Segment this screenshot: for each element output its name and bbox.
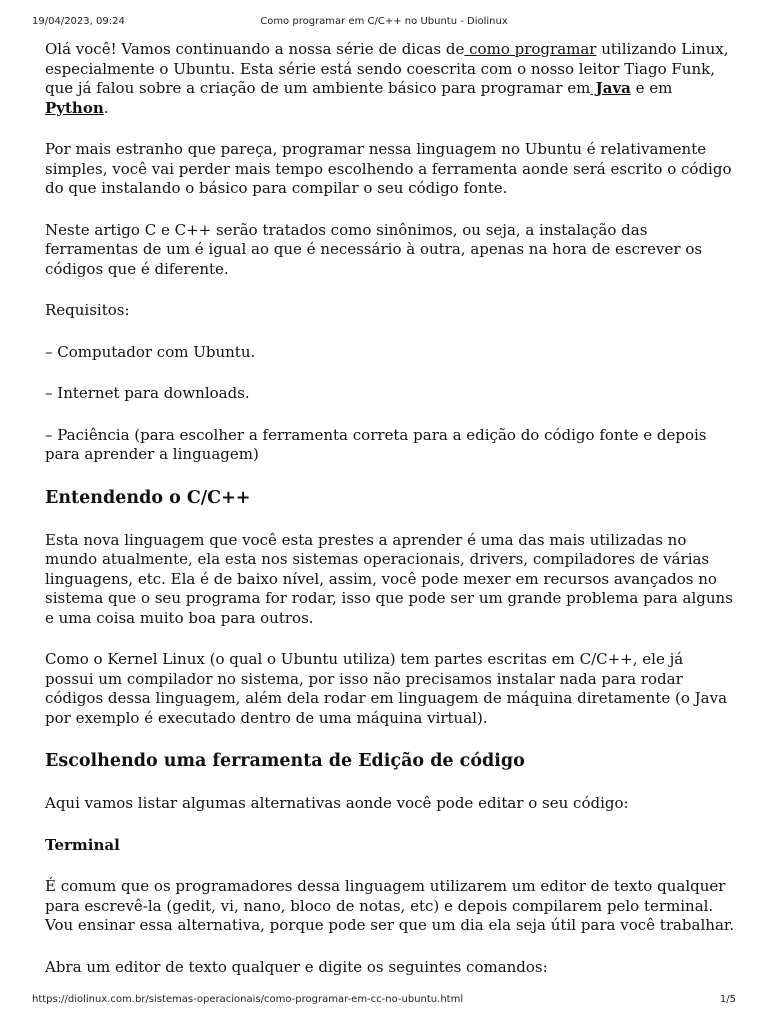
link-python[interactable]: Python — [45, 98, 104, 117]
link-java[interactable]: Java — [590, 79, 631, 97]
paragraph-5: Como o Kernel Linux (o qual o Ubuntu utiliza) tem partes escritas em C/C++, ele já possui um compilador no sistema, por isso não precisamos instalar nada para rodar códigos dessa linguagem, além dela rodar em linguagem de máquina diretamente (o Java por exemplo é executado dentro de uma máquina virtual). — [45, 650, 728, 727]
intro-text-middle: utilizando Linux, especialmente o Ubuntu. Esta série está sendo coescrita com o nosso leitor Tiago Funk, que já falou sobre a criação de um ambiente básico para programar em — [45, 40, 729, 97]
requirement-item: – Internet para downloads. — [45, 384, 250, 402]
paragraph-7: É comum que os programadores dessa linguagem utilizarem um editor de texto qualquer para escrevê-la (gedit, vi, nano, bloco de notas, etc) e depois compilarem pelo terminal. Vou ensinar essa alternativa, porque pode ser que um dia ela seja útil para você trabalhar. — [45, 877, 735, 934]
section-heading-choosing-tool: Escolhendo uma ferramenta de Edição de código — [45, 751, 525, 771]
intro-paragraph — [45, 40, 735, 118]
print-url: https://diolinux.com.br/sistemas-operacionais/como-programar-em-cc-no-ubuntu.html — [32, 994, 464, 1005]
print-timestamp: 19/04/2023, 09:24 — [32, 16, 125, 27]
print-page-number: 1/5 — [719, 994, 736, 1005]
print-footer — [32, 994, 736, 1008]
paragraph-3: Neste artigo C e C++ serão tratados como sinônimos, ou seja, a instalação das ferramentas de um é igual ao que é necessário à outra, apenas na hora de escrever os códigos que é diferente. — [45, 220, 703, 278]
paragraph-6: Aqui vamos listar algumas alternativas aonde você pode editar o seu código: — [45, 794, 629, 812]
paragraph-8: Abra um editor de texto qualquer e digite os seguintes comandos: — [45, 957, 548, 976]
paragraph-4: Esta nova linguagem que você esta prestes a aprender é uma das mais utilizadas no mundo atualmente, ela esta nos sistemas operacionais, drivers, compiladores de várias linguagens, etc. Ela é de baixo nível, assim, você pode mexer em recursos avançados no sistema que o seu programa for rodar, isso que pode ser um grande problema para alguns e uma coisa muito boa para outros. — [45, 530, 733, 627]
requirement-item: – Paciência (para escolher a ferramenta correta para a edição do código fonte e depois para aprender a linguagem) — [45, 425, 707, 463]
article-body — [45, 40, 735, 999]
intro-text-start: Olá você! Vamos continuando a nossa série de dicas de — [45, 40, 465, 58]
print-page-title: Como programar em C/C++ no Ubuntu - Diolinux — [260, 16, 508, 27]
intro-text-end: . — [103, 98, 109, 117]
intro-text-between: e em — [630, 79, 673, 97]
requirement-item: – Computador com Ubuntu. — [45, 342, 256, 361]
paragraph-2: Por mais estranho que pareça, programar nessa linguagem no Ubuntu é relativamente simples, você vai perder mais tempo escolhendo a ferramenta aonde será escrito o código do que instalando o básico para compilar o seu código fonte. — [45, 140, 732, 197]
subheading-terminal: Terminal — [45, 835, 120, 854]
section-heading-understanding: Entendendo o C/C++ — [45, 487, 251, 508]
requirements-label: Requisitos: — [45, 301, 130, 319]
link-como-programar[interactable]: como programar — [464, 40, 597, 58]
print-header — [32, 16, 736, 30]
